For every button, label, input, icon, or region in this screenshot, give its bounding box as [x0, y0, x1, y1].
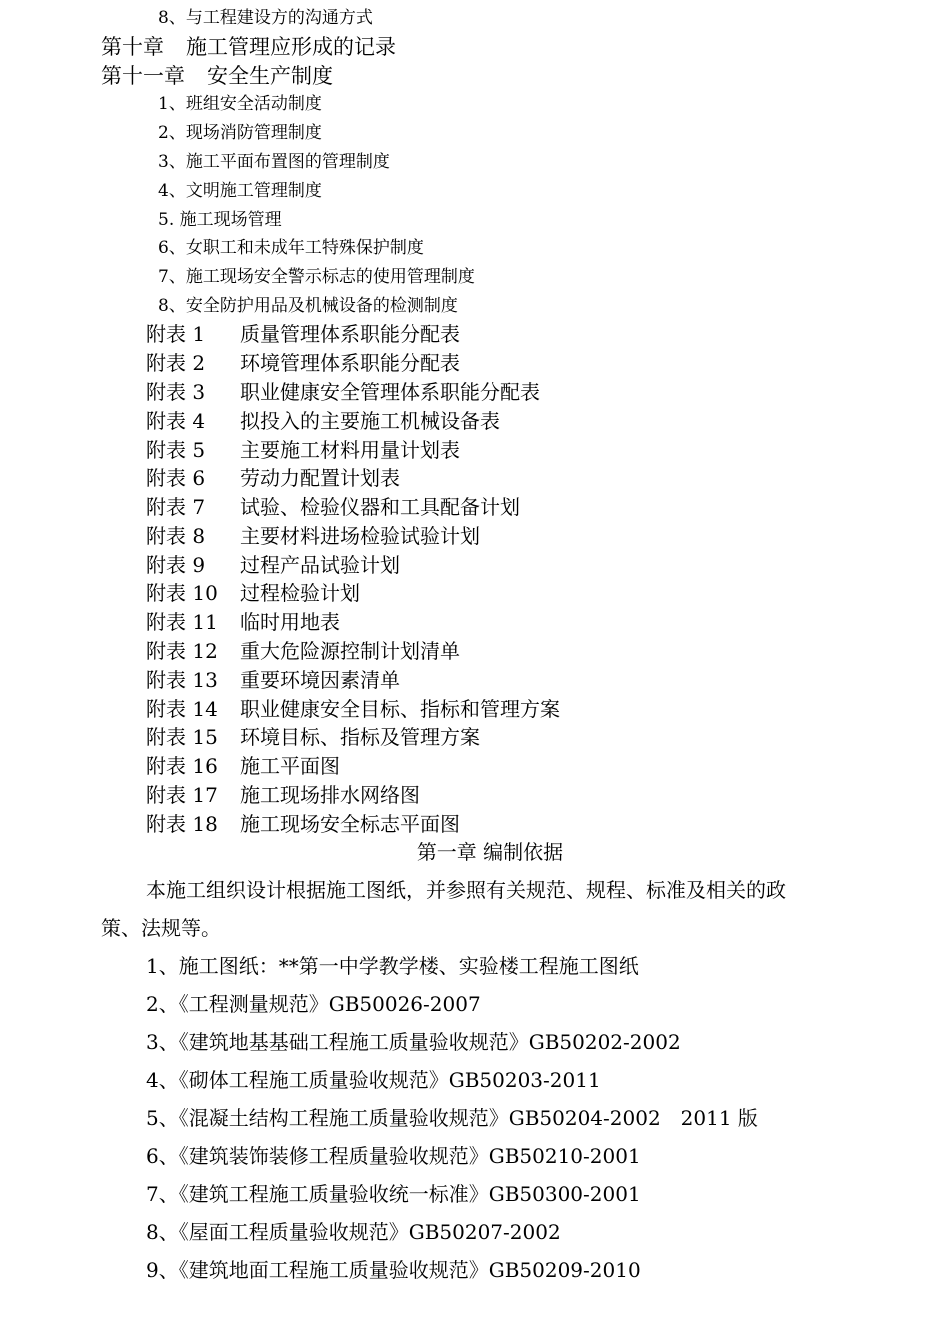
toc-item: 1、班组安全活动制度	[158, 94, 322, 114]
toc-item: 4、文明施工管理制度	[158, 181, 322, 201]
appendix-title: 过程产品试验计划	[240, 553, 400, 577]
toc-appendix	[146, 324, 460, 344]
reference-item: 3、《建筑地基基础工程施工质量验收规范》GB50202-2002	[146, 1030, 681, 1054]
reference-item: 8、《屋面工程质量验收规范》GB50207-2002	[146, 1220, 561, 1244]
toc-appendix	[146, 353, 460, 373]
appendix-title: 环境目标、指标及管理方案	[240, 725, 480, 749]
toc-appendix	[146, 468, 400, 488]
toc-appendix	[146, 526, 480, 546]
reference-item: 4、《砌体工程施工质量验收规范》GB50203-2011	[146, 1068, 601, 1092]
appendix-title: 主要材料进场检验试验计划	[240, 524, 480, 548]
paragraph-line: 本施工组织设计根据施工图纸，并参照有关规范、规程、标准及相关的政	[146, 878, 786, 902]
appendix-number: 附表 14	[146, 697, 218, 721]
chapter-title: 安全生产制度	[207, 64, 333, 88]
appendix-title: 施工现场安全标志平面图	[240, 812, 460, 836]
appendix-title: 试验、检验仪器和工具配备计划	[240, 495, 520, 519]
appendix-number: 附表 1	[146, 322, 206, 346]
appendix-title: 重大危险源控制计划清单	[240, 639, 460, 663]
toc-appendix	[146, 699, 560, 719]
appendix-title: 职业健康安全目标、指标和管理方案	[240, 697, 560, 721]
toc-appendix	[146, 756, 340, 776]
toc-appendix	[146, 814, 460, 834]
appendix-number: 附表 17	[146, 783, 218, 807]
appendix-number: 附表 2	[146, 351, 206, 375]
appendix-number: 附表 11	[146, 610, 218, 634]
appendix-title: 施工平面图	[240, 754, 340, 778]
toc-appendix	[146, 612, 340, 632]
toc-appendix	[146, 727, 480, 747]
toc-item: 2、现场消防管理制度	[158, 123, 322, 143]
toc-appendix	[146, 670, 400, 690]
toc-item: 8、安全防护用品及机械设备的检测制度	[158, 296, 458, 316]
toc-item: 7、施工现场安全警示标志的使用管理制度	[158, 267, 475, 287]
appendix-number: 附表 15	[146, 725, 218, 749]
appendix-title: 施工现场排水网络图	[240, 783, 420, 807]
reference-item: 5、《混凝土结构工程施工质量验收规范》GB50204-2002 2011 版	[146, 1106, 758, 1130]
appendix-number: 附表 4	[146, 409, 206, 433]
reference-item: 6、《建筑装饰装修工程质量验收规范》GB50210-2001	[146, 1144, 641, 1168]
appendix-title: 拟投入的主要施工机械设备表	[240, 409, 500, 433]
chapter-number: 第十一章	[101, 64, 185, 88]
appendix-number: 附表 12	[146, 639, 218, 663]
appendix-title: 劳动力配置计划表	[240, 466, 400, 490]
appendix-number: 附表 9	[146, 553, 206, 577]
appendix-number: 附表 5	[146, 438, 206, 462]
appendix-number: 附表 13	[146, 668, 218, 692]
toc-chapter-11	[101, 66, 333, 87]
appendix-number: 附表 7	[146, 495, 206, 519]
toc-appendix	[146, 497, 520, 517]
reference-item: 1、施工图纸：**第一中学教学楼、实验楼工程施工图纸	[146, 954, 639, 978]
chapter-title: 施工管理应形成的记录	[186, 35, 396, 59]
reference-item: 9、《建筑地面工程施工质量验收规范》GB50209-2010	[146, 1258, 641, 1282]
appendix-title: 过程检验计划	[240, 581, 360, 605]
toc-appendix	[146, 785, 420, 805]
chapter-number: 第十章	[101, 35, 164, 59]
reference-item: 2、《工程测量规范》GB50026-2007	[146, 992, 481, 1016]
appendix-number: 附表 16	[146, 754, 218, 778]
paragraph-line: 策、法规等。	[101, 916, 221, 940]
toc-appendix	[146, 411, 500, 431]
appendix-number: 附表 3	[146, 380, 206, 404]
toc-item: 8、与工程建设方的沟通方式	[158, 8, 373, 28]
appendix-number: 附表 10	[146, 581, 218, 605]
appendix-title: 职业健康安全管理体系职能分配表	[240, 380, 540, 404]
toc-appendix	[146, 641, 460, 661]
appendix-number: 附表 8	[146, 524, 206, 548]
toc-item: 6、女职工和未成年工特殊保护制度	[158, 238, 424, 258]
toc-appendix	[146, 440, 460, 460]
toc-appendix	[146, 382, 540, 402]
reference-item: 7、《建筑工程施工质量验收统一标准》GB50300-2001	[146, 1182, 641, 1206]
appendix-title: 质量管理体系职能分配表	[240, 322, 460, 346]
appendix-number: 附表 18	[146, 812, 218, 836]
toc-item: 5. 施工现场管理	[158, 210, 282, 230]
section-heading: 第一章 编制依据	[416, 840, 564, 864]
toc-chapter-10	[101, 37, 396, 58]
appendix-title: 环境管理体系职能分配表	[240, 351, 460, 375]
toc-appendix	[146, 583, 360, 603]
toc-item: 3、施工平面布置图的管理制度	[158, 152, 390, 172]
appendix-title: 临时用地表	[240, 610, 340, 634]
toc-appendix	[146, 555, 400, 575]
appendix-number: 附表 6	[146, 466, 206, 490]
appendix-title: 主要施工材料用量计划表	[240, 438, 460, 462]
appendix-title: 重要环境因素清单	[240, 668, 400, 692]
